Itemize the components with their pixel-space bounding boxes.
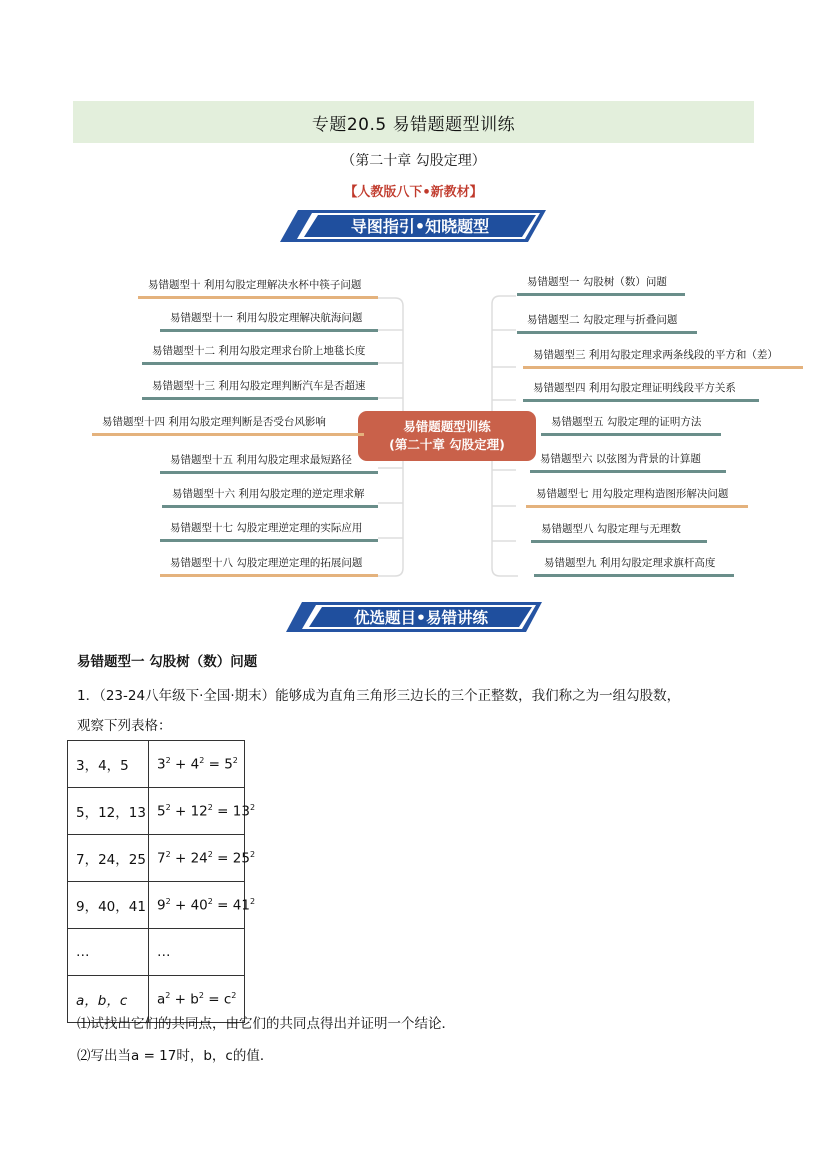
mindmap-left-item: 易错题型十二 利用勾股定理求台阶上地毯长度 [152,345,366,357]
page-subtitle: （第二十章 勾股定理） [341,153,486,169]
mindmap-underline [162,505,378,508]
table-row [68,741,245,788]
mindmap-center-line2: (第二十章 勾股定理) [389,437,505,452]
term: 40 [190,897,208,914]
question-2: ⑵写出当a = 17时，b，c的值． [77,1048,274,1064]
table-row [68,788,245,835]
mindmap-underline [531,540,707,543]
mindmap-underline [142,362,378,365]
table-cell: $a^2 + b^2 = c^2$ [149,976,245,1023]
mindmap-right-item: 易错题型四 利用勾股定理证明线段平方关系 [533,382,736,394]
mindmap-underline [517,331,697,334]
banner-guide-text: 导图指引•知晓题型 [350,217,490,236]
mindmap-right-item: 易错题型一 勾股树（数）问题 [527,276,667,288]
edition-label: 【人教版八下•新教材】 [344,185,483,200]
pythagorean-table [67,740,256,1023]
table-cell: 7，24，25 [68,835,149,882]
term: 3 [157,756,166,773]
term: 25 [232,850,250,867]
mindmap-left-item: 易错题型十四 利用勾股定理判断是否受台风影响 [102,416,326,428]
term: b [190,991,199,1008]
term: 9 [157,897,166,914]
mindmap-left-item: 易错题型十 利用勾股定理解决水杯中筷子问题 [148,279,362,291]
page-title-text: 专题20.5 易错题题型训练 [311,114,516,135]
term: 4 [190,756,200,773]
mindmap-underline [160,471,378,474]
page-title [73,101,754,143]
table-cell: 5，12，13 [68,788,149,835]
term: a [157,991,166,1008]
mindmap-left-item: 易错题型十三 利用勾股定理判断汽车是否超速 [152,380,366,392]
mindmap-right-item: 易错题型八 勾股定理与无理数 [541,523,681,535]
mindmap-right-item: 易错题型二 勾股定理与折叠问题 [527,314,678,326]
mindmap-underline [138,296,378,299]
mindmap-underline [160,539,378,542]
mindmap-left-item: 易错题型十七 勾股定理逆定理的实际应用 [170,522,363,534]
table-row [68,835,245,882]
banner-practice [284,600,546,634]
mindmap-center [358,411,536,461]
term: 41 [232,897,250,914]
table-cell: $5^2 + 12^2 = 13^2$ [149,788,245,835]
problem-line: 观察下列表格： [77,718,172,734]
mindmap-left-item: 易错题型十五 利用勾股定理求最短路径 [170,454,352,466]
mindmap-center-line1: 易错题题型训练 [403,419,491,434]
problem-statement [77,681,757,741]
banner-guide [278,208,550,244]
mindmap-underline [517,293,685,296]
table-cell: $9^2 + 40^2 = 41^2$ [149,882,245,929]
term: 5 [224,756,233,773]
table-cell: $7^2 + 24^2 = 25^2$ [149,835,245,882]
table-cell: … [68,929,149,976]
mindmap-underline [530,470,726,473]
table-cell: a，b，c [68,976,149,1023]
banner-practice-text: 优选题目•易错讲练 [354,609,488,627]
term: 24 [190,850,208,867]
term: c [223,991,232,1008]
table-row [68,929,245,976]
table-row [68,882,245,929]
term: 5 [157,803,166,820]
mindmap-left-item: 易错题型十一 利用勾股定理解决航海问题 [170,312,363,324]
term: 12 [190,803,208,820]
table-cell: $3^2 + 4^2 = 5^2$ [149,741,245,788]
mindmap-right-item: 易错题型七 用勾股定理构造图形解决问题 [536,488,729,500]
mindmap-underline [160,329,378,332]
mindmap-right-item: 易错题型九 利用勾股定理求旗杆高度 [544,557,716,569]
mindmap-left-item: 易错题型十八 勾股定理逆定理的拓展问题 [170,557,363,569]
table-cell: 9，40，41 [68,882,149,929]
problem-line: 1．（23-24八年级下·全国·期末）能够成为直角三角形三边长的三个正整数，我们称之为一组勾股数， [77,688,681,704]
term: 7 [157,850,166,867]
mindmap-underline [160,574,378,577]
term: 13 [232,803,250,820]
mindmap-left-item: 易错题型十六 利用勾股定理的逆定理求解 [172,488,365,500]
mindmap-right-item: 易错题型三 利用勾股定理求两条线段的平方和（差） [533,349,778,361]
mindmap-underline [142,397,378,400]
section-heading: 易错题型一 勾股树（数）问题 [77,654,258,670]
mindmap-underline [534,574,734,577]
mindmap-underline [92,433,364,436]
table-cell: … [149,929,245,976]
table-cell: 3，4，5 [68,741,149,788]
mindmap-underline [523,399,759,402]
mindmap-underline [526,505,748,508]
question-1: ⑴试找出它们的共同点，由它们的共同点得出并证明一个结论． [77,1016,455,1032]
mindmap-underline [523,366,803,369]
mindmap-right-item: 易错题型五 勾股定理的证明方法 [551,416,702,428]
mindmap-right-item: 易错题型六 以弦图为背景的计算题 [540,453,701,465]
mindmap-underline [541,433,721,436]
